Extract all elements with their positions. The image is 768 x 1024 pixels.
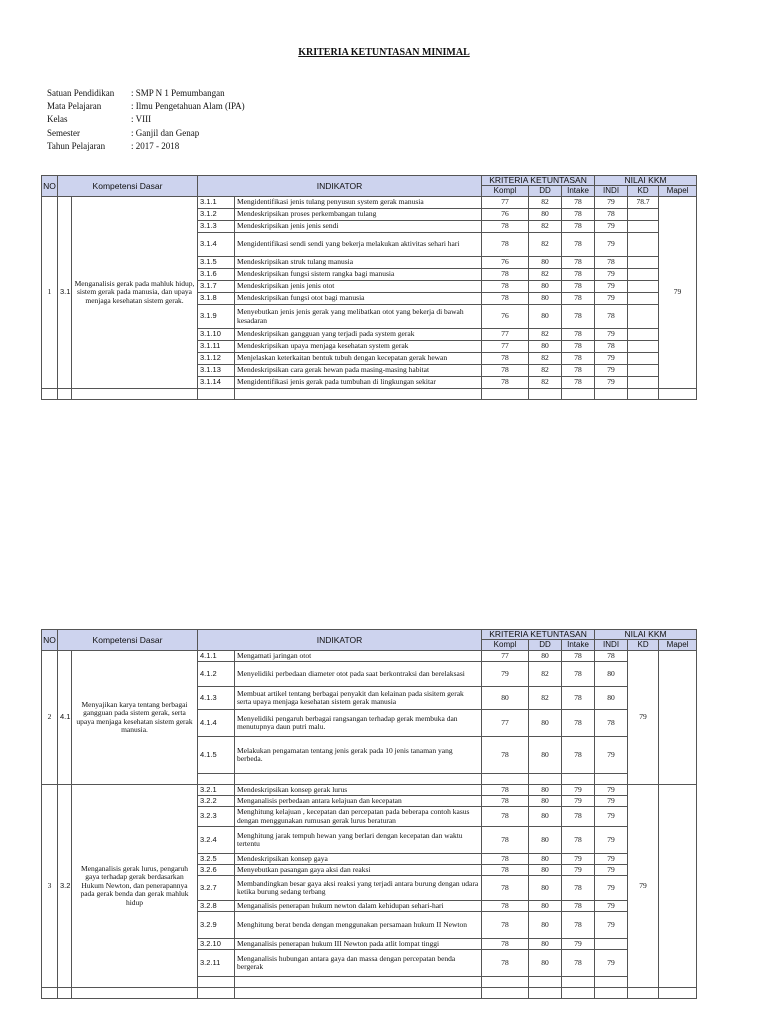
blank-cell bbox=[562, 977, 595, 988]
meta-label: Kelas bbox=[47, 114, 68, 125]
blank-cell bbox=[42, 988, 58, 999]
indikator-code: 3.2.3 bbox=[198, 807, 235, 827]
intake-value: 78 bbox=[562, 233, 595, 257]
blank-cell bbox=[482, 774, 529, 785]
kompl-value: 78 bbox=[482, 950, 529, 977]
indi-value: 79 bbox=[595, 353, 628, 365]
kompl-value: 78 bbox=[482, 293, 529, 305]
kd-value-empty bbox=[628, 377, 659, 389]
kd-value-empty bbox=[628, 257, 659, 269]
kd-value-empty bbox=[628, 209, 659, 221]
intake-value: 78 bbox=[562, 807, 595, 827]
dd-value: 82 bbox=[529, 377, 562, 389]
kd-value-empty bbox=[628, 305, 659, 329]
kompl-value: 78 bbox=[482, 233, 529, 257]
mapel-value: 79 bbox=[659, 197, 697, 389]
dd-value: 80 bbox=[529, 341, 562, 353]
indi-value: 79 bbox=[595, 912, 628, 939]
kompl-value: 79 bbox=[482, 662, 529, 687]
table-row-blank bbox=[42, 988, 697, 999]
row-number: 2 bbox=[42, 651, 58, 785]
intake-value: 78 bbox=[562, 269, 595, 281]
kompl-value: 78 bbox=[482, 865, 529, 876]
indikator-code: 3.2.9 bbox=[198, 912, 235, 939]
indikator-text: Mendeskripsikan struk tulang manusia bbox=[235, 257, 482, 269]
dd-value: 80 bbox=[529, 876, 562, 901]
blank-cell bbox=[595, 389, 628, 400]
indikator-text: Mendeskripsikan jenis jenis otot bbox=[235, 281, 482, 293]
indikator-code: 4.1.1 bbox=[198, 651, 235, 662]
kd-code: 3.1 bbox=[58, 197, 72, 389]
intake-value: 78 bbox=[562, 876, 595, 901]
intake-value: 78 bbox=[562, 687, 595, 710]
blank-cell bbox=[529, 774, 562, 785]
kompl-value: 77 bbox=[482, 710, 529, 737]
indikator-text: Mendeskripsikan konsep gaya bbox=[235, 854, 482, 865]
blank-cell bbox=[58, 389, 72, 400]
header-no: NO bbox=[42, 176, 58, 197]
blank-cell bbox=[529, 988, 562, 999]
kompl-value: 78 bbox=[482, 854, 529, 865]
indikator-text: Mendeskripsikan gangguan yang terjadi pada system gerak bbox=[235, 329, 482, 341]
kompl-value: 78 bbox=[482, 785, 529, 796]
kompl-value: 77 bbox=[482, 329, 529, 341]
indi-value: 78 bbox=[595, 257, 628, 269]
indikator-code: 3.2.1 bbox=[198, 785, 235, 796]
intake-value: 79 bbox=[562, 939, 595, 950]
header-dd: DD bbox=[529, 640, 562, 651]
indikator-text: Menghitung kelajuan , kecepatan dan percepatan pada beberapa contoh kasus dengan menggunakan rumusan gerak lurus beraturan bbox=[235, 807, 482, 827]
header-nilai-kkm: NILAI KKM bbox=[595, 176, 697, 186]
meta-row bbox=[47, 100, 245, 113]
intake-value: 78 bbox=[562, 353, 595, 365]
kd-value-empty bbox=[628, 293, 659, 305]
kompl-value: 78 bbox=[482, 796, 529, 807]
intake-value: 78 bbox=[562, 305, 595, 329]
intake-value: 78 bbox=[562, 662, 595, 687]
blank-cell bbox=[562, 988, 595, 999]
indikator-text: Mengamati jaringan otot bbox=[235, 651, 482, 662]
kompl-value: 78 bbox=[482, 737, 529, 774]
kompl-value: 77 bbox=[482, 197, 529, 209]
indikator-code: 4.1.4 bbox=[198, 710, 235, 737]
indi-value: 79 bbox=[595, 281, 628, 293]
meta-value: : SMP N 1 Pemumbangan bbox=[131, 88, 225, 98]
kompl-value: 78 bbox=[482, 912, 529, 939]
intake-value: 78 bbox=[562, 950, 595, 977]
indikator-code: 3.1.10 bbox=[198, 329, 235, 341]
document-title: KRITERIA KETUNTASAN MINIMAL bbox=[298, 47, 470, 58]
kompl-value: 77 bbox=[482, 651, 529, 662]
meta-label: Semester bbox=[47, 127, 80, 138]
indikator-text: Mendeskripsikan fungsi otot bagi manusia bbox=[235, 293, 482, 305]
blank-cell bbox=[628, 988, 659, 999]
indi-value: 79 bbox=[595, 377, 628, 389]
dd-value: 80 bbox=[529, 293, 562, 305]
header-kompl: Kompl bbox=[482, 640, 529, 651]
kompl-value: 78 bbox=[482, 876, 529, 901]
dd-value: 80 bbox=[529, 912, 562, 939]
blank-cell bbox=[235, 988, 482, 999]
intake-value: 78 bbox=[562, 257, 595, 269]
indikator-code: 3.1.9 bbox=[198, 305, 235, 329]
intake-value: 78 bbox=[562, 197, 595, 209]
indikator-code: 3.1.6 bbox=[198, 269, 235, 281]
indi-value: 80 bbox=[595, 662, 628, 687]
kompl-value: 78 bbox=[482, 939, 529, 950]
indikator-code: 3.2.4 bbox=[198, 827, 235, 854]
indikator-text: Menganalisis penerapan hukum III Newton pada atlit lompat tinggi bbox=[235, 939, 482, 950]
indikator-text: Mendeskripsikan proses perkembangan tulang bbox=[235, 209, 482, 221]
kompl-value: 76 bbox=[482, 257, 529, 269]
indikator-text: Melakukan pengamatan tentang jenis gerak pada 10 jenis tanaman yang berbeda. bbox=[235, 737, 482, 774]
indikator-code: 3.1.5 bbox=[198, 257, 235, 269]
kompl-value: 78 bbox=[482, 365, 529, 377]
indikator-code: 3.2.2 bbox=[198, 796, 235, 807]
kd-value: 79 bbox=[628, 785, 659, 988]
indikator-text: Menghitung jarak tempuh hewan yang berlari dengan kecepatan dan waktu tertentu bbox=[235, 827, 482, 854]
indikator-text: Mendeskripsikan cara gerak hewan pada masing-masing habitat bbox=[235, 365, 482, 377]
indi-value: 80 bbox=[595, 687, 628, 710]
header-kompetensi-dasar: Kompetensi Dasar bbox=[58, 630, 198, 651]
indi-value: 79 bbox=[595, 876, 628, 901]
indikator-text: Menyebutkan pasangan gaya aksi dan reaksi bbox=[235, 865, 482, 876]
header-kriteria-ketuntasan: KRITERIA KETUNTASAN bbox=[482, 176, 595, 186]
dd-value: 82 bbox=[529, 353, 562, 365]
header-kdcol: KD bbox=[628, 640, 659, 651]
kompl-value: 78 bbox=[482, 827, 529, 854]
kd-value: 78.7 bbox=[628, 197, 659, 209]
intake-value: 78 bbox=[562, 651, 595, 662]
indi-value: 79 bbox=[595, 807, 628, 827]
dd-value: 80 bbox=[529, 785, 562, 796]
indikator-text: Mengidentifikasi jenis tulang penyusun system gerak manusia bbox=[235, 197, 482, 209]
intake-value: 78 bbox=[562, 737, 595, 774]
dd-value: 82 bbox=[529, 329, 562, 341]
header-mapel: Mapel bbox=[659, 640, 697, 651]
indi-value: 79 bbox=[595, 197, 628, 209]
indi-value: 79 bbox=[595, 827, 628, 854]
blank-cell bbox=[235, 389, 482, 400]
kompl-value: 76 bbox=[482, 209, 529, 221]
row-number: 1 bbox=[42, 197, 58, 389]
dd-value: 80 bbox=[529, 257, 562, 269]
indi-value: 79 bbox=[595, 901, 628, 912]
dd-value: 82 bbox=[529, 233, 562, 257]
header-nilai-kkm: NILAI KKM bbox=[595, 630, 697, 640]
blank-cell bbox=[235, 977, 482, 988]
indikator-code: 3.1.2 bbox=[198, 209, 235, 221]
blank-cell bbox=[198, 977, 235, 988]
dd-value: 80 bbox=[529, 939, 562, 950]
indi-value: 79 bbox=[595, 293, 628, 305]
indikator-text: Mengidentifikasi jenis gerak pada tumbuhan di lingkungan sekitar bbox=[235, 377, 482, 389]
intake-value: 78 bbox=[562, 912, 595, 939]
indikator-text: Menganalisis penerapan hukum newton dalam kehidupan sehari-hari bbox=[235, 901, 482, 912]
blank-cell bbox=[72, 988, 198, 999]
blank-cell bbox=[659, 389, 697, 400]
indi-value: 78 bbox=[595, 305, 628, 329]
indikator-text: Menghitung berat benda dengan menggunakan persamaan hukum II Newton bbox=[235, 912, 482, 939]
dd-value: 82 bbox=[529, 662, 562, 687]
kd-description: Menganalisis gerak pada mahluk hidup, sistem gerak pada manusia, dan upaya menjaga kesehatan sistem gerak. bbox=[72, 197, 198, 389]
header-kompl: Kompl bbox=[482, 186, 529, 197]
kd-description: Menganalisis gerak lurus, pengaruh gaya terhadap gerak berdasarkan Hukum Newton, dan penerapannya pada gerak benda dan gerak mahluk hidup bbox=[72, 785, 198, 988]
indikator-code: 3.1.4 bbox=[198, 233, 235, 257]
intake-value: 78 bbox=[562, 827, 595, 854]
kompl-value: 78 bbox=[482, 807, 529, 827]
meta-row bbox=[47, 127, 245, 140]
dd-value: 82 bbox=[529, 197, 562, 209]
indi-value bbox=[595, 939, 628, 950]
indi-value: 79 bbox=[595, 329, 628, 341]
indikator-code: 3.1.3 bbox=[198, 221, 235, 233]
blank-cell bbox=[482, 389, 529, 400]
kd-value-empty bbox=[628, 221, 659, 233]
indi-value: 79 bbox=[595, 221, 628, 233]
blank-cell bbox=[482, 988, 529, 999]
kd-value-empty bbox=[628, 281, 659, 293]
indikator-text: Menjelaskan keterkaitan bentuk tubuh dengan kecepatan gerak hewan bbox=[235, 353, 482, 365]
dd-value: 80 bbox=[529, 950, 562, 977]
indi-value: 79 bbox=[595, 269, 628, 281]
mapel-value-empty bbox=[659, 651, 697, 785]
blank-cell bbox=[198, 774, 235, 785]
meta-row bbox=[47, 140, 245, 153]
dd-value: 82 bbox=[529, 365, 562, 377]
indi-value: 78 bbox=[595, 651, 628, 662]
indikator-code: 3.1.1 bbox=[198, 197, 235, 209]
kd-value-empty bbox=[628, 269, 659, 281]
header-kriteria-ketuntasan: KRITERIA KETUNTASAN bbox=[482, 630, 595, 640]
intake-value: 79 bbox=[562, 854, 595, 865]
dd-value: 80 bbox=[529, 807, 562, 827]
indi-value: 79 bbox=[595, 865, 628, 876]
intake-value: 78 bbox=[562, 710, 595, 737]
indikator-code: 3.2.6 bbox=[198, 865, 235, 876]
header-kompetensi-dasar: Kompetensi Dasar bbox=[58, 176, 198, 197]
kompl-value: 77 bbox=[482, 341, 529, 353]
kd-code: 3.2 bbox=[58, 785, 72, 988]
kompl-value: 78 bbox=[482, 377, 529, 389]
indi-value: 78 bbox=[595, 341, 628, 353]
blank-cell bbox=[562, 389, 595, 400]
blank-cell bbox=[235, 774, 482, 785]
dd-value: 80 bbox=[529, 737, 562, 774]
kompl-value: 76 bbox=[482, 305, 529, 329]
blank-cell bbox=[529, 389, 562, 400]
document-meta bbox=[47, 87, 245, 153]
intake-value: 78 bbox=[562, 341, 595, 353]
blank-cell bbox=[58, 988, 72, 999]
blank-cell bbox=[595, 774, 628, 785]
meta-row bbox=[47, 113, 245, 126]
dd-value: 82 bbox=[529, 687, 562, 710]
dd-value: 80 bbox=[529, 209, 562, 221]
intake-value: 79 bbox=[562, 785, 595, 796]
intake-value: 78 bbox=[562, 293, 595, 305]
kompl-value: 78 bbox=[482, 353, 529, 365]
header-intake: Intake bbox=[562, 186, 595, 197]
indikator-code: 3.2.10 bbox=[198, 939, 235, 950]
meta-value: : 2017 - 2018 bbox=[131, 140, 180, 151]
table-row bbox=[42, 651, 697, 662]
indikator-text: Menyelidiki perbedaan diameter otot pada saat berkontraksi dan berelaksasi bbox=[235, 662, 482, 687]
dd-value: 80 bbox=[529, 305, 562, 329]
blank-cell bbox=[198, 389, 235, 400]
intake-value: 78 bbox=[562, 377, 595, 389]
blank-cell bbox=[562, 774, 595, 785]
blank-cell bbox=[659, 988, 697, 999]
intake-value: 78 bbox=[562, 329, 595, 341]
blank-cell bbox=[595, 977, 628, 988]
indi-value: 79 bbox=[595, 854, 628, 865]
intake-value: 78 bbox=[562, 221, 595, 233]
dd-value: 80 bbox=[529, 651, 562, 662]
dd-value: 80 bbox=[529, 281, 562, 293]
indikator-text: Menganalisis hubungan antara gaya dan massa dengan percepatan benda bergerak bbox=[235, 950, 482, 977]
indikator-code: 3.1.13 bbox=[198, 365, 235, 377]
kd-value: 79 bbox=[628, 651, 659, 785]
intake-value: 78 bbox=[562, 901, 595, 912]
header-no: NO bbox=[42, 630, 58, 651]
dd-value: 80 bbox=[529, 854, 562, 865]
mapel-value-empty bbox=[659, 785, 697, 988]
indi-value: 79 bbox=[595, 950, 628, 977]
kd-value-empty bbox=[628, 341, 659, 353]
indi-value: 79 bbox=[595, 785, 628, 796]
kompl-value: 78 bbox=[482, 901, 529, 912]
kd-code: 4.1 bbox=[58, 651, 72, 785]
kompl-value: 78 bbox=[482, 269, 529, 281]
header-mapel: Mapel bbox=[659, 186, 697, 197]
blank-cell bbox=[529, 977, 562, 988]
indi-value: 78 bbox=[595, 209, 628, 221]
table-row bbox=[42, 785, 697, 796]
kkm-table-1 bbox=[41, 175, 697, 400]
indi-value: 79 bbox=[595, 796, 628, 807]
header-indikator: INDIKATOR bbox=[198, 176, 482, 197]
dd-value: 80 bbox=[529, 796, 562, 807]
kd-value-empty bbox=[628, 365, 659, 377]
kd-value-empty bbox=[628, 233, 659, 257]
indi-value: 79 bbox=[595, 365, 628, 377]
indikator-code: 3.1.14 bbox=[198, 377, 235, 389]
indikator-code: 3.2.8 bbox=[198, 901, 235, 912]
intake-value: 79 bbox=[562, 796, 595, 807]
indikator-code: 3.1.7 bbox=[198, 281, 235, 293]
indikator-code: 3.2.11 bbox=[198, 950, 235, 977]
indikator-code: 4.1.3 bbox=[198, 687, 235, 710]
intake-value: 78 bbox=[562, 365, 595, 377]
header-indikator: INDIKATOR bbox=[198, 630, 482, 651]
blank-cell bbox=[482, 977, 529, 988]
indikator-text: Menyelidiki pengaruh berbagai rangsangan terhadap gerak membuka dan menutupnya daun putri malu. bbox=[235, 710, 482, 737]
blank-cell bbox=[595, 988, 628, 999]
indikator-code: 3.1.12 bbox=[198, 353, 235, 365]
meta-value: : VIII bbox=[131, 114, 152, 125]
meta-value: : Ganjil dan Genap bbox=[131, 127, 200, 138]
indi-value: 78 bbox=[595, 710, 628, 737]
indikator-code: 3.2.7 bbox=[198, 876, 235, 901]
meta-label: Satuan Pendidikan bbox=[47, 88, 115, 98]
header-kdcol: KD bbox=[628, 186, 659, 197]
indikator-code: 3.1.11 bbox=[198, 341, 235, 353]
kd-description: Menyajikan karya tentang berbagai gangguan pada sistem gerak, serta upaya menjaga kesehatan sistem gerak manusia. bbox=[72, 651, 198, 785]
kompl-value: 78 bbox=[482, 281, 529, 293]
dd-value: 80 bbox=[529, 827, 562, 854]
dd-value: 82 bbox=[529, 221, 562, 233]
indikator-text: Mendeskripsikan fungsi sistem rangka bagi manusia bbox=[235, 269, 482, 281]
indikator-code: 4.1.2 bbox=[198, 662, 235, 687]
intake-value: 78 bbox=[562, 209, 595, 221]
indikator-code: 3.1.8 bbox=[198, 293, 235, 305]
header-indi: INDI bbox=[595, 640, 628, 651]
kompl-value: 78 bbox=[482, 221, 529, 233]
table-row-blank bbox=[42, 389, 697, 400]
header-dd: DD bbox=[529, 186, 562, 197]
indi-value: 79 bbox=[595, 737, 628, 774]
kd-value-empty bbox=[628, 353, 659, 365]
intake-value: 79 bbox=[562, 865, 595, 876]
indi-value: 79 bbox=[595, 233, 628, 257]
blank-cell bbox=[42, 389, 58, 400]
indikator-code: 3.2.5 bbox=[198, 854, 235, 865]
meta-label: Tahun Pelajaran bbox=[47, 140, 106, 151]
blank-cell bbox=[628, 389, 659, 400]
meta-value: : Ilmu Pengetahuan Alam (IPA) bbox=[131, 101, 245, 112]
dd-value: 80 bbox=[529, 865, 562, 876]
kkm-table-2 bbox=[41, 629, 697, 999]
dd-value: 80 bbox=[529, 901, 562, 912]
dd-value: 82 bbox=[529, 269, 562, 281]
intake-value: 78 bbox=[562, 281, 595, 293]
indikator-text: Menyebutkan jenis jenis gerak yang melibatkan otot yang bekerja di bawah kesadaran bbox=[235, 305, 482, 329]
table-row bbox=[42, 197, 697, 209]
indikator-text: Mendeskripsikan upaya menjaga kesehatan system gerak bbox=[235, 341, 482, 353]
indikator-text: Mendeskripsikan jenis jenis sendi bbox=[235, 221, 482, 233]
blank-cell bbox=[198, 988, 235, 999]
dd-value: 80 bbox=[529, 710, 562, 737]
indikator-text: Mendeskripsikan konsep gerak lurus bbox=[235, 785, 482, 796]
meta-row bbox=[47, 87, 245, 100]
header-intake: Intake bbox=[562, 640, 595, 651]
kompl-value: 80 bbox=[482, 687, 529, 710]
row-number: 3 bbox=[42, 785, 58, 988]
indikator-text: Membandingkan besar gaya aksi reaksi yang terjadi antara burung dengan udara ketika burung sedang terbang bbox=[235, 876, 482, 901]
indikator-text: Menganalisis perbedaan antara kelajuan dan kecepatan bbox=[235, 796, 482, 807]
blank-cell bbox=[72, 389, 198, 400]
indikator-code: 4.1.5 bbox=[198, 737, 235, 774]
indikator-text: Mengidentifikasi sendi sendi yang bekerja melakukan aktivitas sehari hari bbox=[235, 233, 482, 257]
kd-value-empty bbox=[628, 329, 659, 341]
meta-label: Mata Pelajaran bbox=[47, 101, 102, 112]
header-indi: INDI bbox=[595, 186, 628, 197]
indikator-text: Membuat artikel tentang berbagai penyakit dan kelainan pada sisitem gerak serta upaya menjaga kesehatan sistem gerak manusia bbox=[235, 687, 482, 710]
